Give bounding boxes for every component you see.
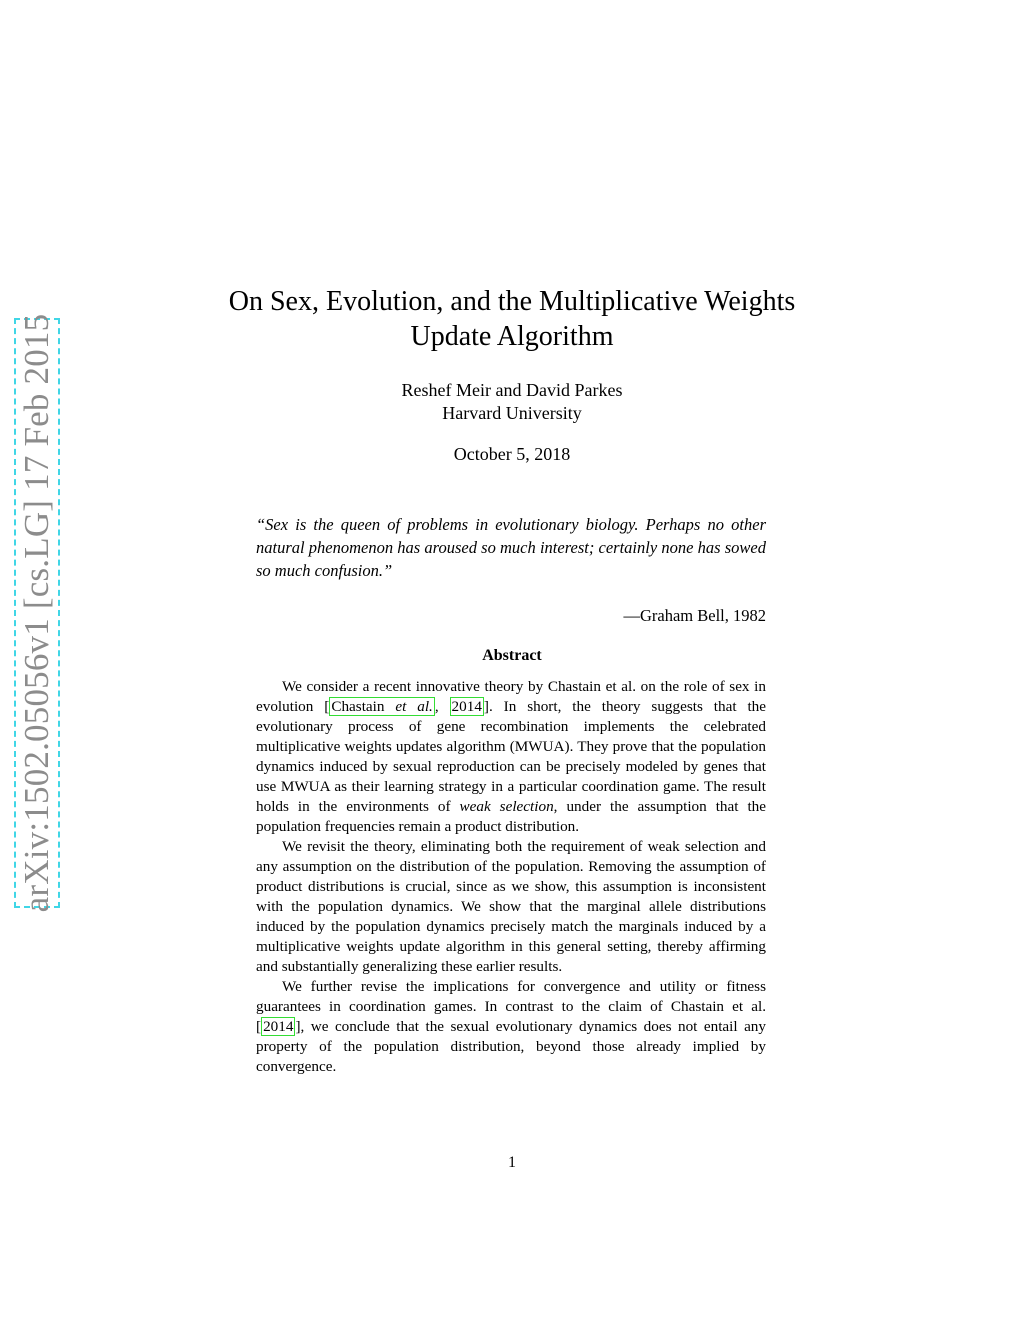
abstract-paragraph-2: We revisit the theory, eliminating both the requirement of weak selection and any assumption on the distribution of the population. Removing the assumption of product distributions is crucial, since as we show, this assumption is inconsistent with the population dynamics. We show that the marginal allele distributions induced by the population dynamics precisely match the marginals induced by a multiplicative weights update algorithm in this general setting, thereby affirming and substantially generalizing these earlier results.: [256, 838, 766, 975]
citation-separator: ,: [434, 698, 450, 715]
author-names: Reshef Meir and David Parkes: [401, 380, 623, 400]
citation-author: Chastain: [331, 698, 396, 715]
abstract-p3-text-a: We further revise the implications for convergence and utility or fitness guarantees in coordination games. In contrast to the claim of Chastain et al. [: [256, 978, 766, 1035]
abstract-p1-text-a: We consider a recent innovative theory by Chastain et al. on the role of sex in evolution [: [256, 678, 766, 715]
citation-link-2014-second[interactable]: 2014: [263, 1018, 294, 1035]
abstract-paragraph-3: [256, 977, 766, 1077]
citation-link-2014[interactable]: 2014: [451, 698, 482, 715]
title-line-2: Update Algorithm: [410, 321, 614, 352]
citation-link-chastain-author[interactable]: [329, 697, 435, 716]
abstract-emphasis-weak-selection: weak selection: [459, 798, 554, 815]
author-block: [0, 379, 1024, 425]
arxiv-identifier-text: arXiv:1502.05056v1 [cs.LG] 17 Feb 2015: [17, 313, 56, 913]
citation-etal: et al.: [395, 698, 433, 715]
abstract-body: [256, 677, 766, 1077]
abstract-heading: Abstract: [482, 647, 542, 664]
page-number: 1: [508, 1154, 516, 1171]
author-affiliation: Harvard University: [442, 403, 582, 423]
abstract-p1-text-c: , under the assumption that the population frequencies remain a product distribution.: [256, 798, 767, 835]
epigraph-quote: “Sex is the queen of problems in evolutionary biology. Perhaps no other natural phenomenon has aroused so much interest; certainly none has sowed so much confusion.”: [256, 515, 766, 580]
abstract-p3-text-b: ], we conclude that the sexual evolutionary dynamics does not entail any property of the population distribution, beyond those already implied by convergence.: [256, 1018, 766, 1075]
paper-date: October 5, 2018: [453, 444, 571, 464]
abstract-paragraph-1: [256, 677, 766, 837]
title-line-1: On Sex, Evolution, and the Multiplicative Weights: [228, 286, 796, 317]
epigraph-attribution: —Graham Bell, 1982: [623, 606, 766, 625]
abstract-p1-text-b: ]. In short, the theory suggests that the evolutionary process of gene recombination implements the celebrated multiplicative weights updates algorithm (MWUA). They prove that the population dynamics induced by sexual reproduction can be precisely modeled by genes that use MWUA as their learning strategy in a particular coordination game. The result holds in the environments of: [256, 698, 766, 815]
paper-title: [0, 284, 1024, 354]
